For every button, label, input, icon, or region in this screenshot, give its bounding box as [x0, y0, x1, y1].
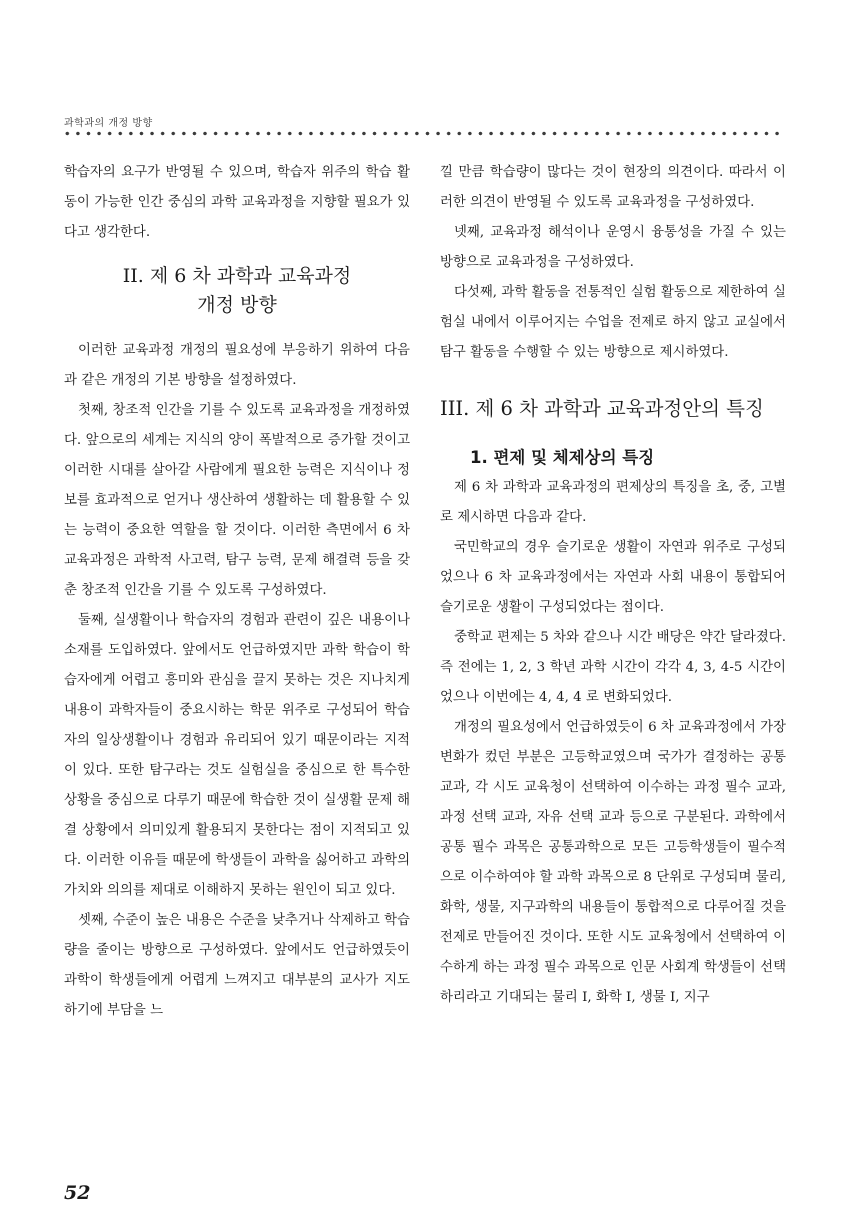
page-number: 52 [64, 1182, 91, 1204]
left-column [64, 158, 410, 1026]
paragraph: 둘째, 실생활이나 학습자의 경험과 관련이 깊은 내용이나 소재를 도입하였다. 앞에서도 언급하였지만 과학 학습이 학습자에게 어렵고 흥미와 관심을 끌지 못하는 것은 지나치게 내용이 과학자들이 중요시하는 학문 위주로 구성되어 학습자의 일상생활이나 경험과 유리되어 있기 때문이라는 지적이 있다. 또한 탐구라는 것도 실험실을 중심으로 한 특수한 상황을 중심으로 다루기 때문에 학습한 것이 실생활 문제 해결 상황에서 의미있게 활용되지 못한다는 점이 지적되고 있다. 이러한 이유들 때문에 학생들이 과학을 싫어하고 과학의 가치와 의의를 제대로 이해하지 못하는 원인이 되고 있다. [64, 613, 410, 898]
running-head: 과학과의 개정 방향 [64, 118, 153, 129]
subsection-heading: 1. 편제 및 체제상의 특징 [470, 448, 655, 467]
paragraph: 중학교 편제는 5 차와 같으나 시간 배당은 약간 달라졌다. 즉 전에는 1, 2, 3 학년 과학 시간이 각각 4, 3, 4-5 시간이었으나 이번에는 4, 4, 4 로 변화되었다. [440, 630, 786, 705]
section-heading-2-line1: II. 제 6 차 과학과 교육과정 [122, 265, 352, 287]
paragraph: 국민학교의 경우 슬기로운 생활이 자연과 위주로 구성되었으나 6 차 교육과정에서는 자연과 사회 내용이 통합되어 슬기로운 생활이 구성되었다는 점이다. [440, 540, 786, 615]
dotted-rule [62, 130, 784, 137]
paragraph: 다섯째, 과학 활동을 전통적인 실험 활동으로 제한하여 실험실 내에서 이루어지는 수업을 전제로 하지 않고 교실에서 탐구 활동을 수행할 수 있는 방향으로 제시하였다. [440, 285, 786, 360]
section-heading-3: III. 제 6 차 과학과 교육과정안의 특징 [440, 397, 764, 420]
paragraph: 제 6 차 과학과 교육과정의 편제상의 특징을 초, 중, 고별로 제시하면 다음과 같다. [440, 480, 786, 525]
paragraph-continued: 낄 만큼 학습량이 많다는 것이 현장의 의견이다. 따라서 이러한 의견이 반영될 수 있도록 교육과정을 구성하였다. [440, 165, 786, 210]
paragraph: 셋째, 수준이 높은 내용은 수준을 낮추거나 삭제하고 학습량을 줄이는 방향으로 구성하였다. 앞에서도 언급하였듯이 과학이 학생들에게 어렵게 느껴지고 대부분의 교사가 지도하기에 부담을 느 [64, 913, 410, 1018]
section-heading-2 [64, 262, 410, 320]
paragraph: 이러한 교육과정 개정의 필요성에 부응하기 위하여 다음과 같은 개정의 기본 방향을 설정하였다. [64, 343, 410, 388]
paragraph-intro: 학습자의 요구가 반영될 수 있으며, 학습자 위주의 학습 활동이 가능한 인간 중심의 과학 교육과정을 지향할 필요가 있다고 생각한다. [64, 165, 410, 240]
paragraph: 첫째, 창조적 인간을 기를 수 있도록 교육과정을 개정하였다. 앞으로의 세계는 지식의 양이 폭발적으로 증가할 것이고 이러한 시대를 살아갈 사람에게 필요한 능력은 지식이나 정보를 효과적으로 얻거나 생산하여 생활하는 데 활용할 수 있는 능력이 중요한 역할을 할 것이다. 이러한 측면에서 6 차 교육과정은 과학적 사고력, 탐구 능력, 문제 해결력 등을 갖춘 창조적 인간을 기를 수 있도록 구성하였다. [64, 403, 410, 598]
paragraph: 넷째, 교육과정 해석이나 운영시 융통성을 가질 수 있는 방향으로 교육과정을 구성하였다. [440, 225, 786, 270]
paragraph: 개정의 필요성에서 언급하였듯이 6 차 교육과정에서 가장 변화가 컸던 부분은 고등학교였으며 국가가 결정하는 공통 교과, 각 시도 교육청이 선택하여 이수하는 과정 필수 교과, 과정 선택 교과, 자유 선택 교과 등으로 구분된다. 과학에서 공통 필수 과목은 공통과학으로 모든 고등학생들이 필수적으로 이수하여야 할 과학 과목으로 8 단위로 구성되며 물리, 화학, 생물, 지구과학의 내용들이 통합적으로 다루어질 것을 전제로 만들어진 것이다. 또한 시도 교육청에서 선택하여 이수하게 하는 과정 필수 과목으로 인문 사회계 학생들이 선택하리라고 기대되는 물리 I, 화학 I, 생물 I, 지구 [440, 720, 786, 1005]
section-heading-2-line2: 개정 방향 [197, 294, 277, 316]
right-column [440, 158, 786, 1013]
